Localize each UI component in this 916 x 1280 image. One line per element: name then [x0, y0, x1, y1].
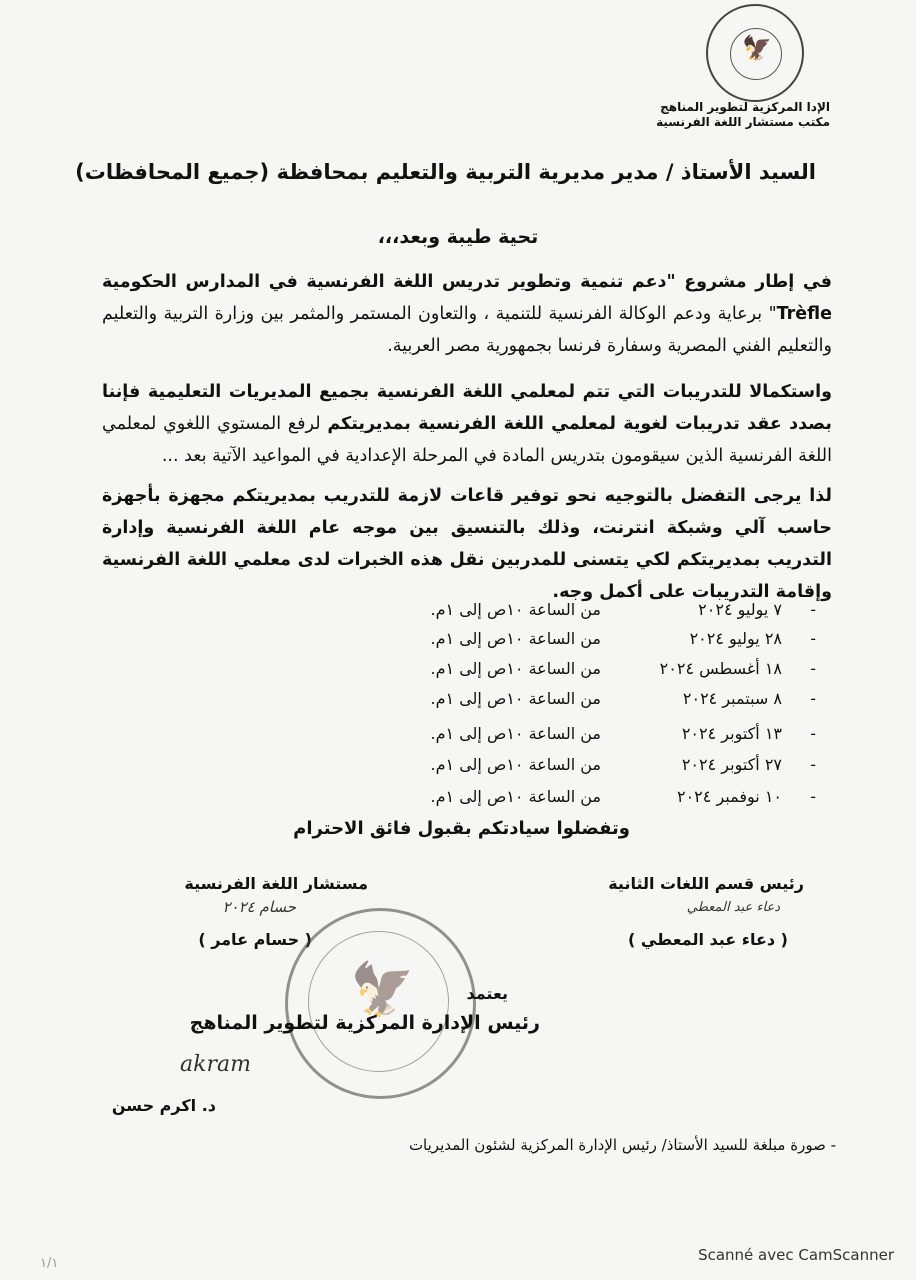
p1-brand: Trèfle [776, 304, 832, 324]
approve-label: يعتمد [466, 984, 508, 1003]
schedule-date: ١٨ أغسطس ٢٠٢٤ [659, 659, 782, 678]
ministry-seal-icon: 🦅 [706, 4, 804, 102]
schedule-row [256, 600, 816, 629]
schedule-dash: - [810, 689, 816, 708]
schedule-time: من الساعة ١٠ص إلى ١م. [430, 689, 601, 708]
schedule-time: من الساعة ١٠ص إلى ١م. [430, 724, 601, 743]
head-title: رئيس الإدارة المركزية لتطوير المناهج [189, 1012, 540, 1034]
p1-part2: " برعاية ودعم الوكالة الفرنسية للتنمية ، والتعاون المستمر والمثمر بين وزارة التربية والتعليم والتعليم الفني المصرية وسفارة فرنسا بجمهورية مصر العربية. [102, 304, 832, 356]
schedule-date: ٢٧ أكتوبر ٢٠٢٤ [681, 755, 782, 774]
p3-text: لذا يرجى التفضل بالتوجيه نحو توفير قاعات لازمة للتدريب بمديريتكم مجهزة بأجهزة حاسب آلي وشبكة انترنت، وذلك بالتنسيق بين موجه عام اللغة الفرنسية وإدارة التدريب بمديريتكم لكي يتسنى للمدربين نقل هذه الخبرات لدى معلمي اللغة الفرنسية وإقامة التدريبات على أكمل وجه. [102, 486, 832, 602]
eagle-seal-icon: 🦅 [285, 908, 476, 1099]
left-signature: حسام ٢٠٢٤ [222, 898, 296, 916]
schedule-date: ١٠ نوفمبر ٢٠٢٤ [676, 787, 782, 806]
closing-line: وتفضلوا سيادتكم بقبول فائق الاحترام [293, 818, 630, 839]
schedule-dash: - [810, 659, 816, 678]
head-signature: akram [180, 1052, 251, 1077]
schedule-row [256, 659, 816, 688]
schedule-dash: - [810, 724, 816, 743]
paragraph-2 [102, 376, 832, 472]
schedule-time: من الساعة ١٠ص إلى ١م. [430, 659, 601, 678]
schedule-time: من الساعة ١٠ص إلى ١م. [430, 787, 601, 806]
org-line-2: مكتب مستشار اللغة الفرنسية [656, 115, 830, 129]
left-signatory-name: ( حسام عامر ) [198, 930, 312, 949]
p2-rest: لرفع المستوي اللغوي لمعلمي اللغة الفرنسية الذين سيقومون بتدريس المادة في المرحلة الإعدادية في المواعيد الآتية بعد ... [102, 414, 832, 466]
schedule-date: ١٣ أكتوبر ٢٠٢٤ [681, 724, 782, 743]
org-line-1: الإدا المركزية لتطوير المناهج [660, 100, 830, 114]
left-signatory-title: مستشار اللغة الفرنسية [184, 874, 368, 893]
cc-note: - صورة مبلغة للسيد الأستاذ/ رئيس الإدارة المركزية لشئون المديريات [408, 1136, 836, 1154]
schedule-dash: - [810, 600, 816, 619]
p2-bold: واستكمالا للتدريبات التي تتم لمعلمي اللغة الفرنسية بجميع المديريات التعليمية فإننا بصدد عقد تدريبات لغوية لمعلمي اللغة الفرنسية بمديريتكم [102, 382, 832, 434]
schedule-dash: - [810, 787, 816, 806]
right-signatory-name: ( دعاء عبد المعطي ) [628, 930, 788, 949]
schedule-row [256, 755, 816, 784]
schedule-time: من الساعة ١٠ص إلى ١م. [430, 755, 601, 774]
schedule-time: من الساعة ١٠ص إلى ١م. [430, 629, 601, 648]
scanner-watermark: Scanné avec CamScanner [698, 1246, 894, 1264]
p1-part1: في إطار مشروع "دعم تنمية وتطوير تدريس اللغة الفرنسية في المدارس الحكومية [102, 272, 832, 292]
schedule-date: ٢٨ يوليو ٢٠٢٤ [689, 629, 782, 648]
schedule-row [256, 629, 816, 658]
schedule-time: من الساعة ١٠ص إلى ١م. [430, 600, 601, 619]
schedule-row [256, 787, 816, 816]
addressee: السيد الأستاذ / مدير مديرية التربية والتعليم بمحافظة (جميع المحافظات) [75, 160, 816, 184]
schedule-row [256, 724, 816, 753]
paragraph-1 [102, 266, 832, 362]
right-signatory-title: رئيس قسم اللغات الثانية [608, 874, 804, 893]
greeting: تحية طيبة وبعد،،، [377, 226, 539, 248]
schedule-dash: - [810, 629, 816, 648]
right-signature: دعاء عبد المعطي [686, 900, 780, 915]
page-number: ١/١ [40, 1256, 59, 1271]
head-name: د. اكرم حسن [111, 1096, 216, 1115]
schedule-dash: - [810, 755, 816, 774]
schedule-date: ٧ يوليو ٢٠٢٤ [698, 600, 782, 619]
schedule-date: ٨ سبتمبر ٢٠٢٤ [682, 689, 782, 708]
schedule-row [256, 689, 816, 718]
paragraph-3 [102, 480, 832, 608]
